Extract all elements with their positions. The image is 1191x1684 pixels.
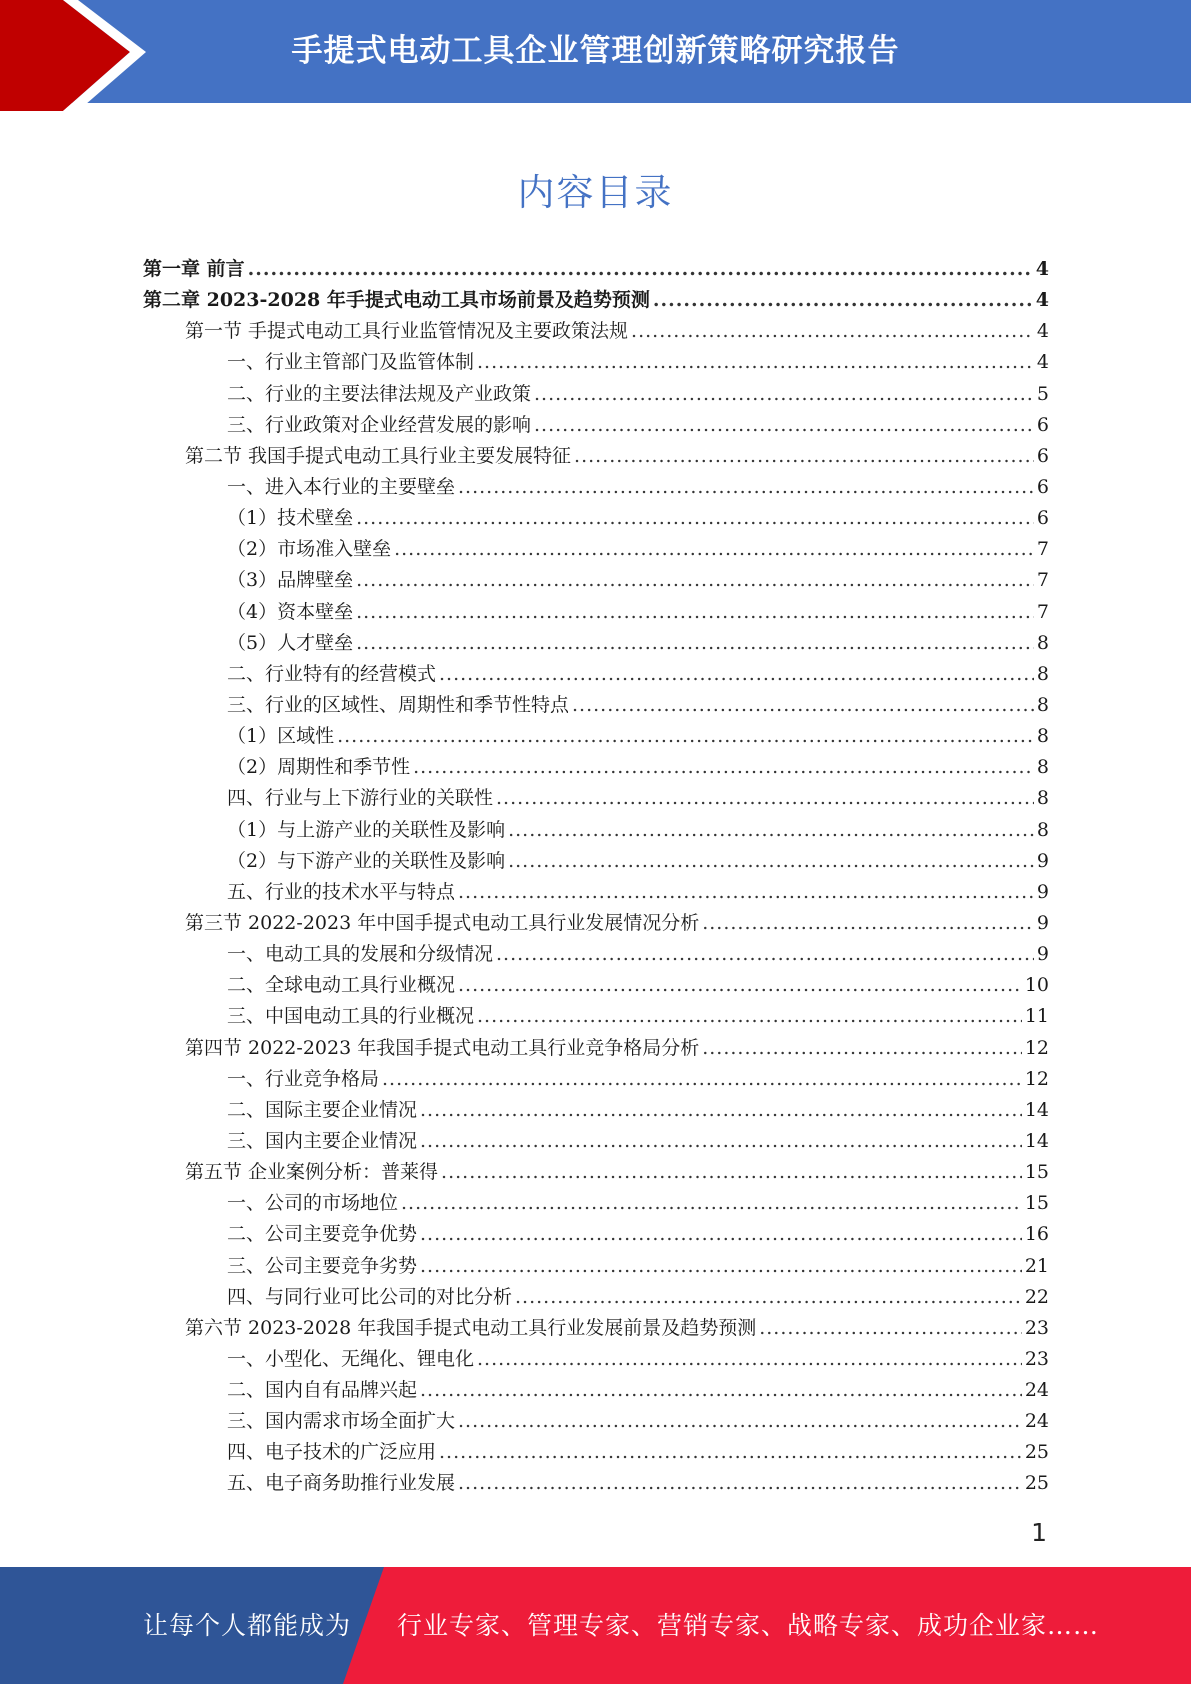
footer-slogan-right: 行业专家、管理专家、营销专家、战略专家、成功企业家…… bbox=[397, 1611, 1100, 1640]
toc-entry-text: 一、行业竞争格局 bbox=[227, 1067, 380, 1090]
toc-entry-text: （2）与下游产业的关联性及影响 bbox=[227, 849, 506, 872]
toc-entry-page: 15 bbox=[1024, 1192, 1049, 1215]
toc-entry-page: 9 bbox=[1036, 880, 1049, 903]
toc-entry-text: 第一节 手提式电动工具行业监管情况及主要政策法规 bbox=[185, 320, 629, 343]
toc-leader-dots bbox=[534, 414, 1034, 436]
toc-entry[interactable] bbox=[143, 908, 1049, 939]
toc-leader-dots bbox=[413, 756, 1034, 778]
toc-entry-text: 二、国内自有品牌兴起 bbox=[227, 1379, 418, 1402]
toc-leader-dots bbox=[477, 1348, 1022, 1370]
toc-entry-page: 11 bbox=[1024, 1005, 1049, 1028]
toc-leader-dots bbox=[420, 1379, 1022, 1401]
toc-entry[interactable] bbox=[143, 441, 1049, 472]
toc-entry-page: 5 bbox=[1036, 382, 1049, 405]
toc-entry-text: 第二章 2023-2028 年手提式电动工具市场前景及趋势预测 bbox=[143, 289, 650, 312]
toc-entry[interactable] bbox=[143, 565, 1049, 596]
toc-entry[interactable] bbox=[143, 534, 1049, 565]
toc-entry-text: 第六节 2023-2028 年我国手提式电动工具行业发展前景及趋势预测 bbox=[185, 1316, 757, 1339]
toc-leader-dots bbox=[759, 1317, 1022, 1339]
toc-entry-text: 四、电子技术的广泛应用 bbox=[227, 1441, 437, 1464]
toc-entry[interactable] bbox=[143, 1001, 1049, 1032]
toc-leader-dots bbox=[458, 1472, 1022, 1494]
toc-entry-page: 25 bbox=[1024, 1472, 1049, 1495]
toc-entry-page: 4 bbox=[1036, 320, 1049, 343]
toc-leader-dots bbox=[356, 569, 1034, 591]
toc-leader-dots bbox=[394, 538, 1034, 560]
toc-leader-dots bbox=[356, 601, 1034, 623]
toc-entry[interactable] bbox=[143, 1251, 1049, 1282]
toc-entry-text: 四、行业与上下游行业的关联性 bbox=[227, 787, 494, 810]
toc-entry-page: 6 bbox=[1036, 413, 1049, 436]
toc-leader-dots bbox=[508, 850, 1034, 872]
toc-entry-text: 三、行业的区域性、周期性和季节性特点 bbox=[227, 693, 570, 716]
toc-leader-dots bbox=[477, 1005, 1022, 1027]
toc-entry[interactable] bbox=[143, 783, 1049, 814]
toc-entry-page: 8 bbox=[1036, 725, 1049, 748]
toc-entry-page: 8 bbox=[1036, 693, 1049, 716]
toc-leader-dots bbox=[248, 258, 1033, 280]
toc-entry-page: 4 bbox=[1036, 351, 1049, 374]
toc-entry-text: 二、行业特有的经营模式 bbox=[227, 662, 437, 685]
toc-leader-dots bbox=[356, 507, 1034, 529]
toc-leader-dots bbox=[439, 1441, 1022, 1463]
toc-entry[interactable] bbox=[143, 379, 1049, 410]
toc-entry[interactable] bbox=[143, 1033, 1049, 1064]
toc-entry-text: 一、行业主管部门及监管体制 bbox=[227, 351, 475, 374]
toc-entry-page: 23 bbox=[1024, 1316, 1049, 1339]
toc-entry-page: 6 bbox=[1036, 507, 1049, 530]
toc-entry-page: 23 bbox=[1024, 1347, 1049, 1370]
toc-entry-text: 二、全球电动工具行业概况 bbox=[227, 974, 456, 997]
toc-heading: 内容目录 bbox=[517, 171, 674, 214]
toc-entry[interactable] bbox=[143, 939, 1049, 970]
table-of-contents bbox=[143, 254, 1049, 1500]
toc-entry-text: 第五节 企业案例分析：普莱得 bbox=[185, 1161, 439, 1184]
page-number: 1 bbox=[1031, 1518, 1047, 1547]
toc-entry[interactable] bbox=[143, 1375, 1049, 1406]
toc-leader-dots bbox=[508, 819, 1034, 841]
toc-leader-dots bbox=[439, 663, 1034, 685]
toc-leader-dots bbox=[356, 632, 1034, 654]
toc-leader-dots bbox=[574, 445, 1034, 467]
toc-entry-page: 14 bbox=[1024, 1098, 1049, 1121]
toc-entry-page: 8 bbox=[1036, 787, 1049, 810]
toc-entry-page: 24 bbox=[1024, 1410, 1049, 1433]
toc-entry[interactable] bbox=[143, 1095, 1049, 1126]
toc-entry-page: 6 bbox=[1036, 444, 1049, 467]
page-header bbox=[0, 0, 1191, 111]
toc-entry-page: 8 bbox=[1036, 818, 1049, 841]
toc-entry-text: 三、中国电动工具的行业概况 bbox=[227, 1005, 475, 1028]
toc-entry[interactable] bbox=[143, 628, 1049, 659]
toc-leader-dots bbox=[420, 1130, 1022, 1152]
toc-leader-dots bbox=[515, 1286, 1022, 1308]
toc-entry[interactable] bbox=[143, 1313, 1049, 1344]
toc-entry[interactable] bbox=[143, 970, 1049, 1001]
toc-entry[interactable] bbox=[143, 410, 1049, 441]
toc-entry-page: 4 bbox=[1035, 289, 1049, 312]
toc-entry-text: （3）品牌壁垒 bbox=[227, 569, 354, 592]
toc-entry[interactable] bbox=[143, 721, 1049, 752]
toc-entry-text: 二、国际主要企业情况 bbox=[227, 1098, 418, 1121]
toc-entry-text: （2）市场准入壁垒 bbox=[227, 538, 392, 561]
toc-entry[interactable] bbox=[143, 659, 1049, 690]
toc-entry-page: 10 bbox=[1024, 974, 1049, 997]
toc-entry-page: 7 bbox=[1036, 569, 1049, 592]
toc-entry[interactable] bbox=[143, 1468, 1049, 1499]
toc-leader-dots bbox=[337, 725, 1034, 747]
toc-entry-page: 14 bbox=[1024, 1129, 1049, 1152]
toc-entry-text: （1）区域性 bbox=[227, 725, 335, 748]
toc-entry-page: 21 bbox=[1024, 1254, 1049, 1277]
page-footer bbox=[0, 1567, 1191, 1684]
toc-entry-text: 二、公司主要竞争优势 bbox=[227, 1223, 418, 1246]
toc-entry-text: 五、电子商务助推行业发展 bbox=[227, 1472, 456, 1495]
toc-leader-dots bbox=[653, 289, 1033, 311]
toc-entry-page: 4 bbox=[1035, 258, 1049, 280]
toc-leader-dots bbox=[420, 1223, 1022, 1245]
toc-entry-page: 22 bbox=[1024, 1285, 1049, 1308]
toc-entry-page: 9 bbox=[1036, 943, 1049, 966]
toc-entry-text: 第三节 2022-2023 年中国手提式电动工具行业发展情况分析 bbox=[185, 911, 700, 934]
toc-leader-dots bbox=[441, 1161, 1022, 1183]
toc-entry-text: 五、行业的技术水平与特点 bbox=[227, 880, 456, 903]
toc-entry-page: 8 bbox=[1036, 662, 1049, 685]
toc-leader-dots bbox=[382, 1068, 1022, 1090]
toc-leader-dots bbox=[702, 912, 1034, 934]
toc-entry-text: 第二节 我国手提式电动工具行业主要发展特征 bbox=[185, 444, 572, 467]
toc-entry-page: 15 bbox=[1024, 1161, 1049, 1184]
toc-entry-page: 8 bbox=[1036, 756, 1049, 779]
toc-entry-text: （1）技术壁垒 bbox=[227, 507, 354, 530]
footer-slogan-left: 让每个人都能成为 bbox=[143, 1611, 352, 1640]
toc-entry[interactable] bbox=[143, 1282, 1049, 1313]
toc-entry-page: 9 bbox=[1036, 849, 1049, 872]
toc-entry-text: 一、小型化、无绳化、锂电化 bbox=[227, 1347, 475, 1370]
toc-entry-text: 二、行业的主要法律法规及产业政策 bbox=[227, 382, 532, 405]
toc-leader-dots bbox=[702, 1037, 1022, 1059]
toc-leader-dots bbox=[458, 476, 1034, 498]
toc-entry[interactable] bbox=[143, 285, 1049, 316]
toc-entry[interactable] bbox=[143, 1437, 1049, 1468]
toc-entry-text: 三、国内主要企业情况 bbox=[227, 1129, 418, 1152]
toc-entry-page: 12 bbox=[1024, 1067, 1049, 1090]
toc-entry[interactable] bbox=[143, 1126, 1049, 1157]
toc-entry[interactable] bbox=[143, 1406, 1049, 1437]
toc-leader-dots bbox=[496, 943, 1034, 965]
toc-entry[interactable] bbox=[143, 316, 1049, 347]
toc-entry[interactable] bbox=[143, 347, 1049, 378]
toc-leader-dots bbox=[420, 1255, 1022, 1277]
toc-entry-text: 三、行业政策对企业经营发展的影响 bbox=[227, 413, 532, 436]
toc-entry-page: 6 bbox=[1036, 475, 1049, 498]
toc-entry-page: 7 bbox=[1036, 538, 1049, 561]
toc-leader-dots bbox=[496, 787, 1034, 809]
toc-entry[interactable] bbox=[143, 503, 1049, 534]
toc-entry[interactable] bbox=[143, 752, 1049, 783]
toc-entry-page: 25 bbox=[1024, 1441, 1049, 1464]
toc-entry[interactable] bbox=[143, 846, 1049, 877]
toc-leader-dots bbox=[458, 881, 1034, 903]
toc-entry-text: （1）与上游产业的关联性及影响 bbox=[227, 818, 506, 841]
toc-entry-page: 16 bbox=[1024, 1223, 1049, 1246]
toc-entry[interactable] bbox=[143, 1188, 1049, 1219]
toc-entry[interactable] bbox=[143, 597, 1049, 628]
toc-leader-dots bbox=[420, 1099, 1022, 1121]
toc-entry[interactable] bbox=[143, 1157, 1049, 1188]
toc-entry-text: 三、国内需求市场全面扩大 bbox=[227, 1410, 456, 1433]
toc-entry-text: 一、公司的市场地位 bbox=[227, 1192, 399, 1215]
toc-entry[interactable] bbox=[143, 472, 1049, 503]
toc-entry-text: （5）人才壁垒 bbox=[227, 631, 354, 654]
toc-entry-text: 第一章 前言 bbox=[143, 258, 245, 280]
toc-entry-page: 8 bbox=[1036, 631, 1049, 654]
toc-entry-page: 24 bbox=[1024, 1379, 1049, 1402]
toc-entry[interactable] bbox=[143, 254, 1049, 285]
toc-leader-dots bbox=[458, 1410, 1022, 1432]
toc-leader-dots bbox=[572, 694, 1034, 716]
toc-entry[interactable] bbox=[143, 1344, 1049, 1375]
toc-leader-dots bbox=[458, 974, 1022, 996]
toc-entry-page: 7 bbox=[1036, 600, 1049, 623]
toc-entry-text: 三、公司主要竞争劣势 bbox=[227, 1254, 418, 1277]
toc-entry-page: 9 bbox=[1036, 911, 1049, 934]
toc-entry[interactable] bbox=[143, 690, 1049, 721]
toc-leader-dots bbox=[631, 320, 1034, 342]
toc-leader-dots bbox=[534, 383, 1034, 405]
toc-entry-text: 第四节 2022-2023 年我国手提式电动工具行业竞争格局分析 bbox=[185, 1036, 700, 1059]
toc-entry[interactable] bbox=[143, 1064, 1049, 1095]
toc-entry[interactable] bbox=[143, 1219, 1049, 1250]
toc-entry[interactable] bbox=[143, 877, 1049, 908]
toc-leader-dots bbox=[401, 1192, 1022, 1214]
toc-leader-dots bbox=[477, 351, 1034, 373]
toc-entry-text: （4）资本壁垒 bbox=[227, 600, 354, 623]
report-title: 手提式电动工具企业管理创新策略研究报告 bbox=[291, 33, 900, 69]
toc-entry-text: 一、电动工具的发展和分级情况 bbox=[227, 943, 494, 966]
toc-entry-text: （2）周期性和季节性 bbox=[227, 756, 411, 779]
toc-entry-text: 一、进入本行业的主要壁垒 bbox=[227, 475, 456, 498]
toc-entry-page: 12 bbox=[1024, 1036, 1049, 1059]
toc-entry[interactable] bbox=[143, 815, 1049, 846]
toc-entry-text: 四、与同行业可比公司的对比分析 bbox=[227, 1285, 513, 1308]
